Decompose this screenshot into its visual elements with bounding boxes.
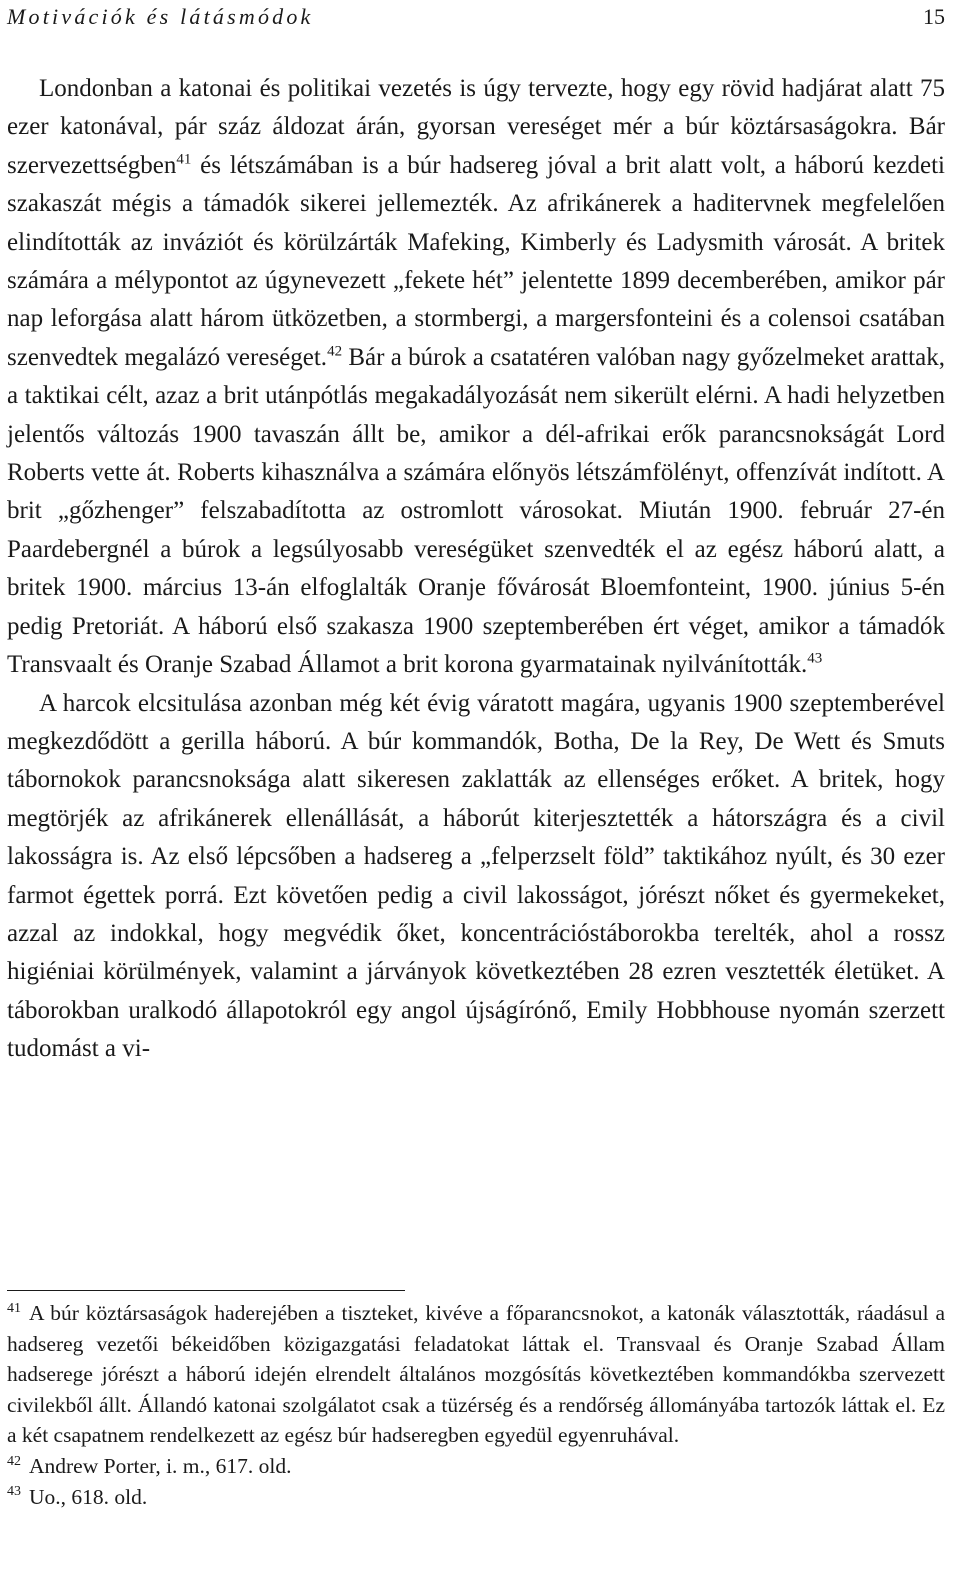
- footnote-separator: [7, 1290, 405, 1291]
- footnote-reference: 41: [176, 151, 192, 168]
- body-text-segment: Bár a búrok a csatatéren valóban nagy győzelmeket arattak, a taktikai célt, azaz a brit utánpótlás megakadályozását nem sikerült elérni. A hadi helyzetben jelentős változás 1900 tavaszán állt be, amikor a dél-afrikai erők parancsnokságát Lord Roberts vette át. Roberts kihasználva a számára előnyös létszámfölényt, offenzívát indított. A brit „gőzhenger” felszabadította az ostromlott városokat. Miután 1900. február 27-én Paardebergnél a búrok a legsúlyosabb vereségüket szenvedték el az egész háború alatt, a britek 1900. március 13-án elfoglalták Oranje fővárosát Bloemfonteint, 1900. június 5-én pedig Pretoriát. A háború első szakasza 1900 szeptemberében ért véget, amikor a támadók Transvaalt és Oranje Szabad Államot a brit korona gyarmatainak nyilvánították.: [7, 343, 945, 679]
- footnote-number: 41: [7, 1300, 21, 1316]
- footnote-number: 42: [7, 1453, 21, 1469]
- body-text-segment: és létszámában is a búr hadsereg jóval a brit alatt volt, a háború kezdeti szakaszát mégis a támadók sikerei jellemezték. Az afrikánerek a haditervnek megfelelően elindították az inváziót és körülzárták Mafeking, Kimberly és Ladysmith városát. A britek számára a mélypontot az úgynevezett „fekete hét” jelentette 1899 decemberében, amikor pár nap leforgása alatt három ütközetben, a stormbergi, a margersfonteini és a colensoi csatában szenvedtek megalázó vereséget.: [7, 151, 945, 371]
- footnote-reference: 43: [807, 650, 823, 667]
- body-text: [7, 70, 945, 1069]
- body-text-segment: A harcok elcsitulása azonban még két évig váratott magára, ugyanis 1900 szeptemberével megkezdődött a gerilla háború. A búr kommandók, Botha, De la Rey, De Wett és Smuts tábornokok parancsnoksága alatt sikeresen zaklatták az ellenséges erőket. A britek, hogy megtörjék az afrikánerek ellenállását, a háborút kiterjesztették a hátországra és a civil lakosságra is. Az első lépcsőben a hadsereg a „felperzselt föld” taktikához nyúlt, és 30 ezer farmot égettek porrá. Ezt követően pedig a civil lakosságot, jórészt nőket és gyermekeket, azzal az indokkal, hogy megvédik őket, koncentrációstáborokba terelték, ahol a rossz higiéniai körülmények, valamint a járványok következtében 28 ezren vesztették életüket. A táborokban uralkodó állapotokról egy angol újságírónő, Emily Hobbhouse nyomán szerzett tudomást a vi-: [7, 689, 945, 1063]
- footnote-reference: 42: [327, 343, 343, 360]
- running-header: [7, 2, 945, 32]
- footnote: [7, 1298, 945, 1451]
- footnote-number: 43: [7, 1484, 21, 1500]
- body-text-segment: Londonban a katonai és politikai vezetés is úgy tervezte, hogy egy rövid hadjárat alatt 75 ezer katonával, pár száz áldozat árán, gyorsan vereséget mér a búr köztársaságokra. Bár szervezettségben: [7, 75, 945, 179]
- footnote-text: Uo., 618. old.: [29, 1484, 148, 1509]
- footnote: [7, 1482, 945, 1513]
- running-title: Motivációk és látásmódok: [7, 4, 314, 29]
- body-paragraph: [7, 70, 945, 685]
- footnote-text: A búr köztársaságok haderejében a tiszteket, kivéve a főparancsnokot, a katonák választották, ráadásul a hadsereg vezetői békeidőben közigazgatási feladatokat láttak el. Transvaal és Oranje Szabad Állam hadserege jórészt a háború idején elrendelt általános mozgósítás következtében kommandókba szervezett civilekből állt. Állandó katonai szolgálatot csak a tüzérség és a rendőrség állományába tartozók láttak el. Ez a két csapatnem rendelkezett az egész búr hadseregben egyedül egyenruhával.: [7, 1301, 945, 1448]
- footnote: [7, 1451, 945, 1482]
- page-number: 15: [923, 4, 945, 29]
- footnote-text: Andrew Porter, i. m., 617. old.: [29, 1453, 292, 1478]
- body-paragraph: [7, 685, 945, 1069]
- footnotes: [7, 1298, 945, 1512]
